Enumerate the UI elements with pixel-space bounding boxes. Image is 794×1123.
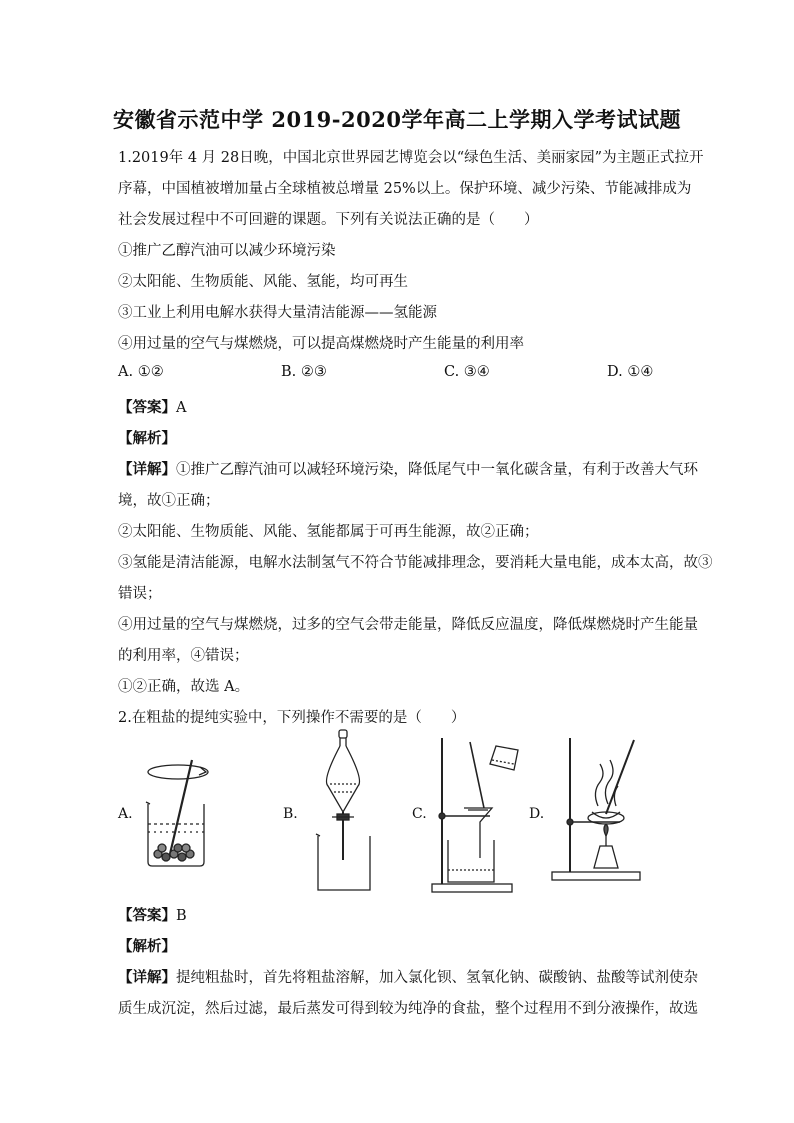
q1-stem-line-2: 序幕，中国植被增加量占全球植被总增量 25%以上。保护环境、减少污染、节能减排成为 xyxy=(118,181,692,197)
q1-stem-line-1: 1.2019年 4 月 28日晚，中国北京世界园艺博览会以“绿色生活、美丽家园”为主题正式拉开 xyxy=(118,150,704,166)
q1-option-a: A. ①② xyxy=(118,364,164,380)
separatory-funnel-figure xyxy=(310,728,380,894)
q2-figure-label-b: B. xyxy=(283,806,298,822)
evaporation-figure xyxy=(548,728,648,894)
q2-figure-label-d: D. xyxy=(529,806,545,822)
q1-detail-tag: 【详解】 xyxy=(118,461,176,478)
q2-detail-line-1 xyxy=(118,966,698,987)
q2-detail-tag: 【详解】 xyxy=(118,969,176,986)
q1-answer-tag: 【答案】 xyxy=(118,399,176,416)
q2-stem: 2.在粗盐的提纯实验中，下列操作不需要的是（ ） xyxy=(118,710,466,726)
page-title: 安徽省示范中学 2019-2020学年高二上学期入学考试试题 xyxy=(113,107,681,132)
q1-statement-4: ④用过量的空气与煤燃烧，可以提高煤燃烧时产生能量的利用率 xyxy=(118,336,524,352)
q1-detail-line-1 xyxy=(118,458,698,479)
q2-answer-tag: 【答案】 xyxy=(118,907,176,924)
q1-analysis-tag: 【解析】 xyxy=(118,430,176,447)
q2-figure-label-a: A. xyxy=(118,806,133,822)
q2-detail-text-1: 提纯粗盐时，首先将粗盐溶解，加入氯化钡、氢氧化钠、碳酸钠、盐酸等试剂使杂 xyxy=(176,970,698,986)
q2-figure-label-c: C. xyxy=(412,806,427,822)
q1-statement-1: ①推广乙醇汽油可以减少环境污染 xyxy=(118,243,336,259)
q1-detail-line-6: ④用过量的空气与煤燃烧，过多的空气会带走能量，降低反应温度，降低煤燃烧时产生能量 xyxy=(118,617,698,633)
q2-detail-line-2: 质生成沉淀，然后过滤，最后蒸发可得到较为纯净的食盐，整个过程用不到分液操作，故选 xyxy=(118,1001,698,1017)
q1-option-d: D. ①④ xyxy=(607,364,654,380)
q1-option-c: C. ③④ xyxy=(444,364,490,380)
q1-detail-line-3: ②太阳能、生物质能、风能、氢能都属于可再生能源，故②正确； xyxy=(118,524,539,540)
q1-detail-line-5: 错误； xyxy=(118,586,162,602)
q1-stem-line-3: 社会发展过程中不可回避的课题。下列有关说法正确的是（ ） xyxy=(118,212,539,228)
q1-detail-line-8: ①②正确，故选 A。 xyxy=(118,679,250,695)
q2-analysis-tag: 【解析】 xyxy=(118,938,176,955)
q2-answer-value: B xyxy=(176,908,187,924)
dissolving-beaker-figure xyxy=(140,758,220,870)
q1-statement-3: ③工业上利用电解水获得大量清洁能源——氢能源 xyxy=(118,305,437,321)
q1-detail-line-4: ③氢能是清洁能源，电解水法制氢气不符合节能减排理念，要消耗大量电能，成本太高，故③ xyxy=(118,555,713,571)
q1-detail-line-2: 境，故①正确； xyxy=(118,493,220,509)
q2-answer xyxy=(118,904,678,925)
q1-answer-value: A xyxy=(176,400,187,416)
q1-detail-text-1: ①推广乙醇汽油可以减轻环境污染，降低尾气中一氧化碳含量，有利于改善大气环 xyxy=(176,462,698,478)
q1-detail-line-7: 的利用率，④错误； xyxy=(118,648,249,664)
q1-statement-2: ②太阳能、生物质能、风能、氢能，均可再生 xyxy=(118,274,408,290)
filtration-figure xyxy=(428,728,528,894)
q1-answer xyxy=(118,396,678,417)
q1-option-b: B. ②③ xyxy=(281,364,327,380)
